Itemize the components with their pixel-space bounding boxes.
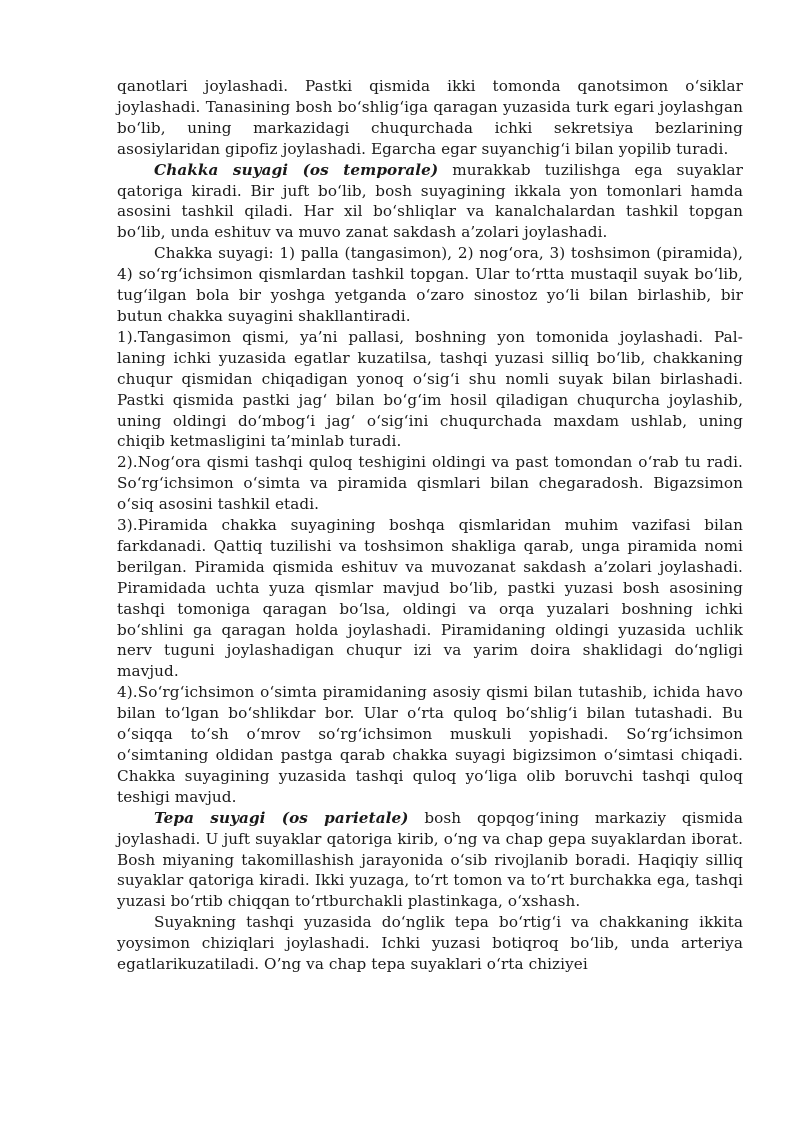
- paragraph-temporal-bone-text: murakkab tuzilishga ega suyaklar qatoriga kiradi. Bir juft bo‘lib, bosh suyagining ikkala yon tomonlari hamda asosini tashkil qiladi. Har xil bo‘shliqlar va kanalchalardan tashkil topgan bo‘lib, unda eshituv va muvo zanat sakdash a’zolari joylashadi.: [117, 160, 743, 242]
- term-parietal-bone: Tepa suyagi (os parietale): [154, 808, 409, 827]
- paragraph-squamous-part: 1).Tangasimon qismi, ya’ni pallasi, boshning yon tomonida joylashadi. Pal-laning ichki yuzasida egatlar kuzatilsa, tashqi yuzasi silliq bo‘lib, chakkaning chuqur qismidan chiqadigan yonoq o‘sig‘i shu nomli suyak bilan birlashadi. Pastki qismida pastki jag‘ bilan bo‘g‘im hosil qiladigan chuqurcha joylashib, uning oldingi do‘mbog‘i jag‘ o‘sig‘ini chuqurchada maxdam ushlab, uning chiqib ketmasligini ta’minlab turadi.: [117, 327, 743, 451]
- paragraph-parietal-bone-text: bosh qopqog‘ining markaziy qismida joylashadi. U juft suyaklar qatoriga kirib, o‘ng va chap gepa suyaklardan iborat. Bosh miyaning takomillashish jarayonida o‘sib rivojlanib boradi. Haqiqiy silliq suyaklar qatoriga kiradi. Ikki yuzaga, to‘rt tomon va to‘rt burchakka ega, tashqi yuzasi bo‘rtib chiqqan to‘rtburchakli plastinkaga, o‘xshash.: [117, 808, 744, 911]
- paragraph-pyramid-part: 3).Piramida chakka suyagining boshqa qismlaridan muhim vazifasi bilan farkdanadi. Qattiq tuzilishi va toshsimon shakliga qarab, unga piramida nomi berilgan. Piramida qismida eshituv va muvozanat sakdash a’zolari joylashadi. Piramidada uchta yuza qismlar mavjud bo‘lib, pastki yuzasi bosh asosining tashqi tomoniga qaragan bo‘lsa, oldingi va orqa yuzalari boshning ichki bo‘shlini ga qaragan holda joylashadi. Piramidaning oldingi yuzasida uchlik nerv tuguni joylashadigan chuqur izi va yarim doira shaklidagi do‘ngligi mavjud.: [117, 516, 743, 681]
- paragraph-mastoid-part: 4).So‘rg‘ichsimon o‘simta piramidaning asosiy qismi bilan tutashib, ichida havo bilan to‘lgan bo‘shlikdar bor. Ular o‘rta quloq bo‘shlig‘i bilan tutashadi. Bu o‘siqqa to‘sh o‘mrov so‘rg‘ichsimon muskuli yopishadi. So‘rg‘ichsimon o‘simtaning oldidan pastga qarab chakka suyagi bigizsimon o‘simtasi chiqadi. Chakka suyagining yuzasida tashqi quloq yo‘liga olib boruvchi tashqi quloq teshigi mavjud.: [117, 683, 743, 806]
- paragraph-parietal-bone: [117, 808, 743, 913]
- paragraph-tympanic-part: 2).Nog‘ora qismi tashqi quloq teshigini oldingi va past tomondan o‘rab tu radi. So‘rg‘ichsimon o‘simta va piramida qismlari bilan chegaradosh. Bigazsimon o‘siq asosini tashkil etadi.: [117, 453, 743, 514]
- document-page: [117, 76, 743, 975]
- paragraph-parietal-surface: Suyakning tashqi yuzasida do‘nglik tepa bo‘rtig‘i va chakkaning ikkita yoysimon chiziqlari joylashadi. Ichki yuzasi botiqroq bo‘lib, unda arteriya egatlarikuzatiladi. O’ng va chap tepa suyaklari o‘rta chiziyei: [117, 913, 743, 974]
- paragraph-sphenoid-continuation: qanotlari joylashadi. Pastki qismida ikki tomonda qanotsimon o‘siklar joylashadi. Tanasining bosh bo‘shlig‘iga qaragan yuzasida turk egari joylashgan bo‘lib, uning markazidagi chuqurchada ichki sekretsiya bezlarining asosiylaridan gipofiz joylashadi. Egarcha egar suyanchig‘i bilan yopilib turadi.: [117, 77, 743, 158]
- paragraph-temporal-parts: Chakka suyagi: 1) palla (tangasimon), 2) nog‘ora, 3) toshsimon (piramida), 4) so‘rg‘ichsimon qismlardan tashkil topgan. Ular to‘rtta mustaqil suyak bo‘lib, tug‘ilgan bola bir yoshga yetganda o‘zaro sinostoz yo‘li bilan birlashib, bir butun chakka suyagini shakllantiradi.: [117, 244, 743, 325]
- paragraph-temporal-bone: [117, 160, 743, 244]
- term-temporal-bone: Chakka suyagi (os temporale): [154, 160, 439, 179]
